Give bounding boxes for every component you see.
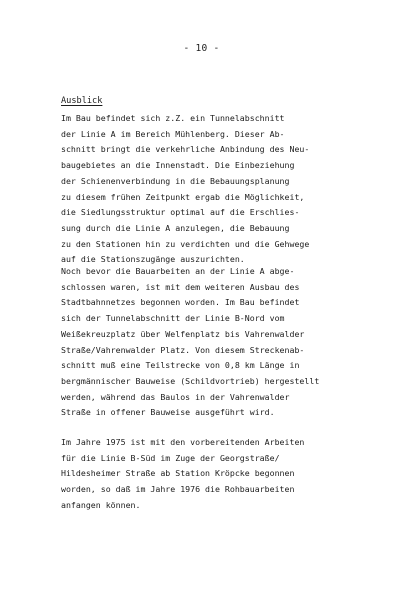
text-line: Weißekreuzplatz über Welfenplatz bis Vahrenwalder xyxy=(61,328,305,339)
text-line: schnitt bringt die verkehrliche Anbindung des Neu- xyxy=(61,144,310,155)
page-number: - 10 - xyxy=(183,43,220,54)
text-line: der Schienenverbindung in die Bebauungsplanung xyxy=(61,175,290,186)
text-line: baugebietes an die Innenstadt. Die Einbeziehung xyxy=(61,160,295,171)
text-line: zu den Stationen hin zu verdichten und die Gehwege xyxy=(61,238,310,249)
section-heading: Ausblick xyxy=(61,96,103,106)
text-line: anfangen können. xyxy=(61,499,141,510)
paragraph-2 xyxy=(61,264,319,421)
text-line: Straße in offener Bauweise ausgeführt wird. xyxy=(61,407,275,418)
text-line: Im Jahre 1975 ist mit den vorbereitenden Arbeiten xyxy=(61,437,305,447)
text-line: worden, so daß im Jahre 1976 die Rohbauarbeiten xyxy=(61,484,295,495)
text-line: bergmännischer Bauweise (Schildvortrieb) hergestellt xyxy=(61,375,320,386)
text-line: auf die Stationszugänge auszurichten. xyxy=(61,254,245,265)
paragraph-1 xyxy=(61,111,309,268)
text-line: werden, während das Baulos in der Vahrenwalder xyxy=(61,391,290,402)
text-line: der Linie A im Bereich Mühlenberg. Dieser Ab- xyxy=(61,128,285,139)
text-line: Stadtbahnnetzes begonnen worden. Im Bau befindet xyxy=(61,297,300,308)
text-line: schlossen waren, ist mit dem weiteren Ausbau des xyxy=(61,281,300,292)
text-line: Straße/Vahrenwalder Platz. Von diesem Streckenab- xyxy=(61,344,305,355)
text-line: schnitt muß eine Teilstrecke von 0,8 km Länge in xyxy=(61,360,300,371)
text-line: Hildesheimer Straße ab Station Kröpcke begonnen xyxy=(61,468,295,479)
text-line: die Siedlungsstruktur optimal auf die Erschlies- xyxy=(61,207,300,218)
text-line: für die Linie B-Süd im Zuge der Georgstraße/ xyxy=(61,452,280,463)
text-line: zu diesem frühen Zeitpunkt ergab die Möglichkeit, xyxy=(61,191,305,202)
paragraph-3 xyxy=(61,435,304,514)
text-line: sung durch die Linie A anzulegen, die Bebauung xyxy=(61,222,290,233)
text-line: sich der Tunnelabschnitt der Linie B-Nord vom xyxy=(61,313,285,324)
text-line: Im Bau befindet sich z.Z. ein Tunnelabschnitt xyxy=(61,113,285,123)
text-line: Noch bevor die Bauarbeiten an der Linie A abge- xyxy=(61,266,295,276)
